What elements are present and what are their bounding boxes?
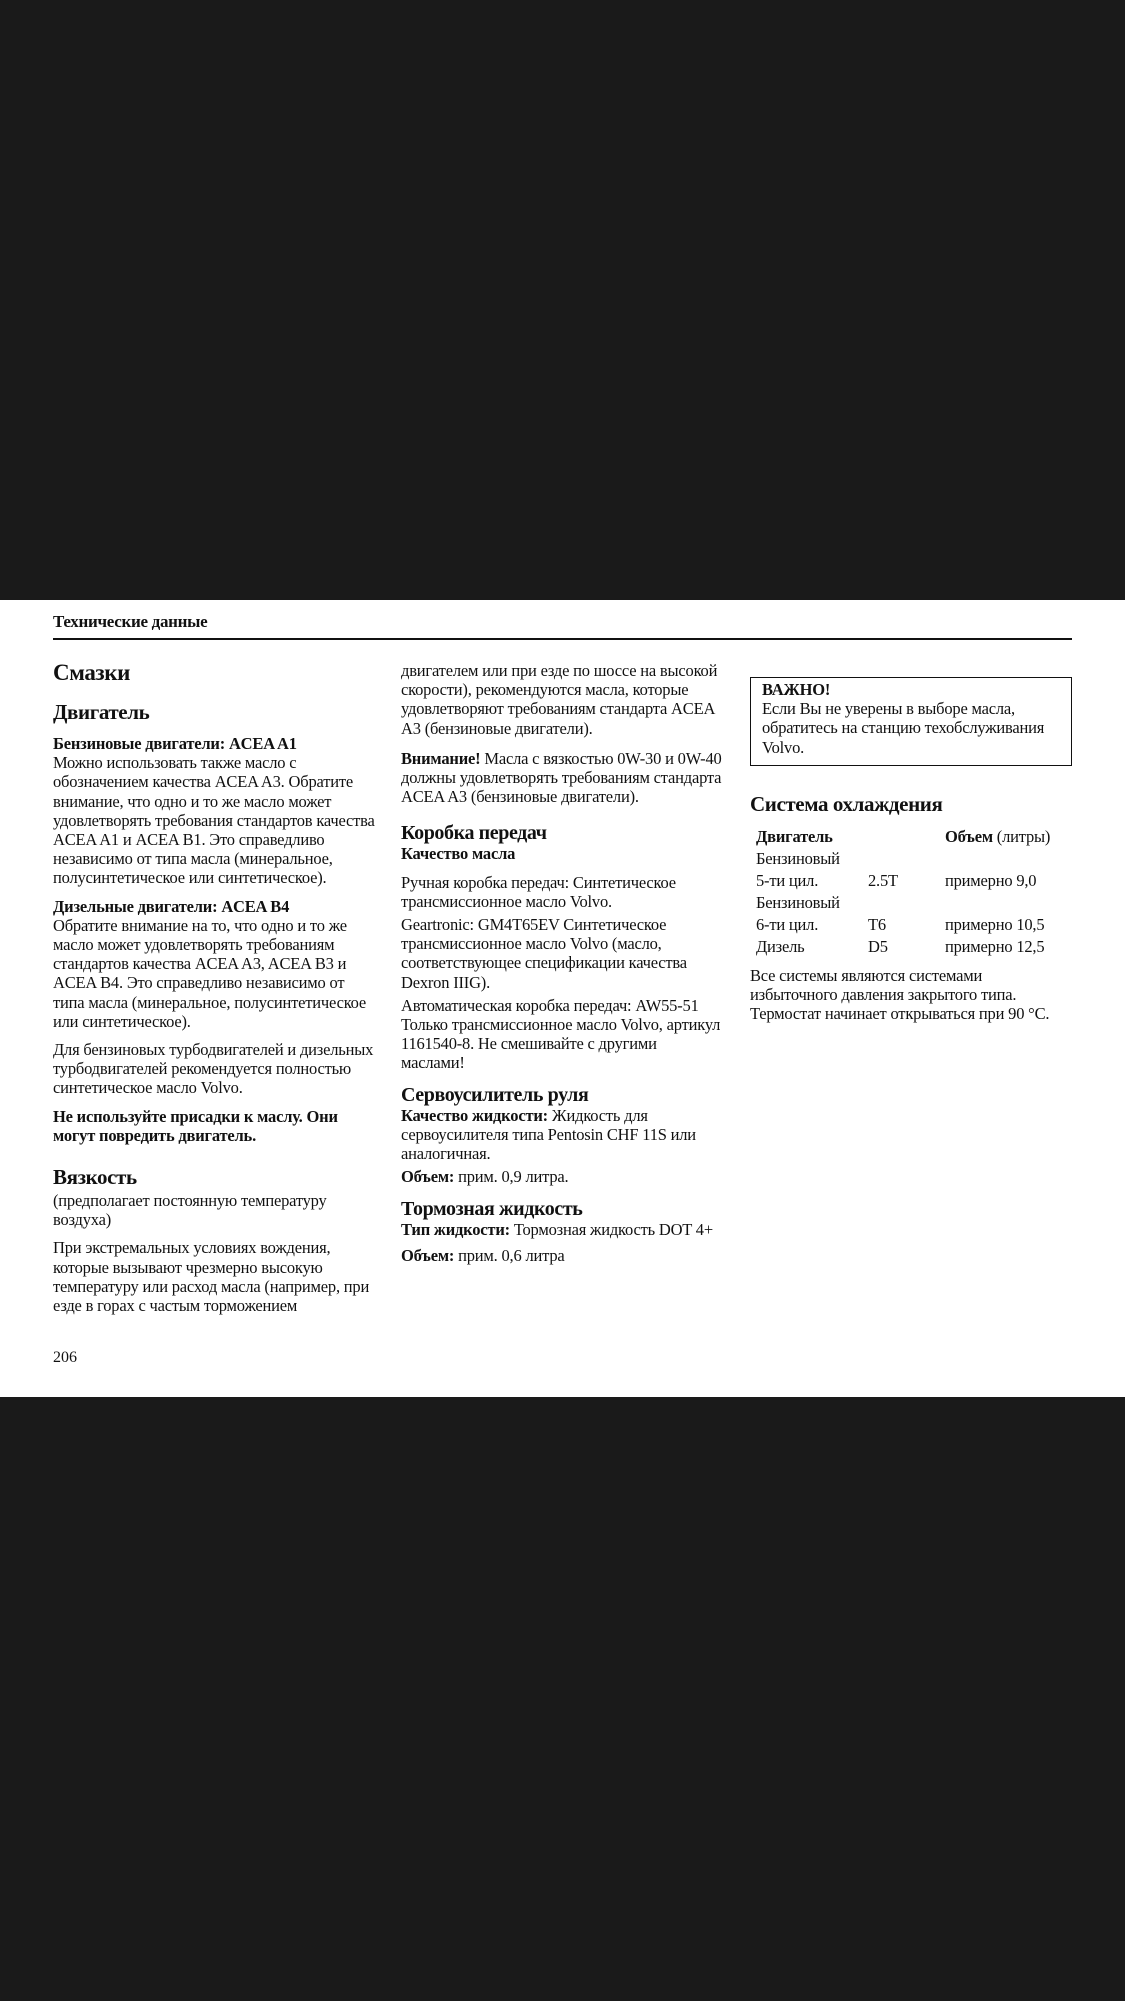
attention-paragraph (401, 749, 723, 807)
attention-text: Масла с вязкостью 0W-30 и 0W-40 должны удовлетворять требованиям стандарта ACEA A3 (бензиновые двигатели). (401, 748, 722, 807)
table-head-empty (862, 826, 939, 848)
fluid-type-text: Тормозная жидкость DOT 4+ (513, 1220, 713, 1240)
table-row (750, 914, 1056, 936)
cooling-table (750, 826, 1056, 958)
running-header: Технические данные (53, 612, 208, 631)
table-cell (939, 848, 1056, 870)
table-cell: 6-ти цил. (756, 914, 819, 934)
table-head-engine: Двигатель (756, 826, 833, 846)
petrol-engines-text: Можно использовать также масло с обозначением качества ACEA A3. Обратите внимание, что одно и то же масло может удовлетворять требования стандартов качества ACEA A1 и ACEA B1. Это справедливо независимо от типа масла (минеральное, полусинтетическое или синтетическое). (53, 753, 375, 888)
table-row (750, 936, 1056, 958)
geartronic-text: Geartronic: GM4T65EV Синтетическое трансмиссионное масло Volvo (масло, соответствующее спецификации качества Dexron IIIG). (401, 915, 687, 992)
automatic-gearbox-text: Автоматическая коробка передач: AW55-51 Только трансмиссионное масло Volvo, артикул 1161540-8. Не смешивайте с другими маслами! (401, 995, 721, 1073)
additives-warning: Не используйте присадки к маслу. Они могут повредить двигатель. (53, 1106, 338, 1145)
brake-volume-value: прим. 0,6 литра (458, 1245, 565, 1265)
table-cell: Бензиновый (756, 848, 840, 868)
fluid-quality-label: Качество жидкости: (401, 1105, 548, 1125)
brake-fluid-type (401, 1220, 723, 1239)
table-cell (939, 892, 1056, 914)
table-cell: примерно 10,5 (945, 914, 1045, 934)
oil-quality-heading: Качество масла (401, 844, 516, 864)
fluid-type-label: Тип жидкости: (401, 1220, 510, 1240)
steering-volume (401, 1167, 723, 1186)
column-3 (750, 660, 1072, 1032)
steering-fluid-quality (401, 1106, 723, 1164)
diesel-engines-label: Дизельные двигатели: ACEA B4 (53, 896, 290, 916)
table-cell: Бензиновый (756, 892, 840, 912)
important-box (750, 677, 1072, 766)
table-header-row (750, 826, 1056, 848)
volume-label: Объем: (401, 1167, 455, 1187)
diesel-engines-text: Обратите внимание на то, что одно и то же масло может удовлетворять требованиям стандартов качества ACEA A3, ACEA B3 и ACEA B4. Это справедливо независимо от типа масла (минеральное, полусинтетическое или синтетическое). (53, 915, 367, 1031)
brake-volume-label: Объем: (401, 1245, 455, 1265)
petrol-engines-label: Бензиновые двигатели: ACEA A1 (53, 734, 297, 753)
heading-gearbox: Коробка передач (401, 822, 547, 845)
table-row (750, 870, 1056, 892)
attention-label: Внимание! (401, 748, 481, 768)
important-title: ВАЖНО! (762, 680, 831, 699)
heading-power-steering: Сервоусилитель руля (401, 1083, 589, 1106)
continuation-text: двигателем или при езде по шоссе на высокой скорости), рекомендуются масла, которые удовлетворяют требованиям стандарта ACEA A3 (бензиновые двигатели). (401, 661, 718, 738)
table-cell: примерно 9,0 (945, 870, 1037, 890)
table-cell: T6 (868, 914, 886, 934)
fluid-quality-text: Жидкость для сервоусилителя типа Pentosin CHF 11S или аналогичная. (401, 1105, 696, 1164)
viscosity-note: (предполагает постоянную температуру воздуха) (53, 1191, 327, 1230)
heading-engine: Двигатель (53, 700, 150, 724)
table-cell (862, 892, 939, 914)
table-head-volume: Объем (литры) (945, 826, 1051, 846)
heading-cooling-system: Система охлаждения (750, 791, 943, 816)
column-2 (401, 661, 723, 1274)
turbo-recommendation: Для бензиновых турбодвигателей и дизельных турбодвигателей рекомендуется полностью синтетическое масло Volvo. (53, 1040, 374, 1098)
manual-page (0, 600, 1125, 1397)
important-text: Если Вы не уверены в выборе масла, обратитесь на станцию техобслуживания Volvo. (762, 699, 1045, 757)
section-title-lubricants: Смазки (53, 660, 130, 685)
table-row (750, 848, 1056, 870)
table-cell: 2.5T (868, 870, 898, 890)
table-cell: 5-ти цил. (756, 870, 819, 890)
page-number: 206 (53, 1349, 77, 1366)
column-1 (53, 660, 375, 1324)
manual-gearbox-text: Ручная коробка передач: Синтетическое трансмиссионное масло Volvo. (401, 872, 676, 911)
table-cell: D5 (868, 936, 888, 956)
header-rule (53, 638, 1072, 640)
systems-text: Все системы являются системами избыточного давления закрытого типа. (750, 965, 1017, 1005)
steering-volume-value: прим. 0,9 литра. (458, 1167, 569, 1187)
heading-viscosity: Вязкость (53, 1165, 137, 1190)
heading-brake-fluid: Тормозная жидкость (401, 1198, 583, 1221)
table-cell: Дизель (756, 936, 805, 956)
table-cell: примерно 12,5 (945, 936, 1045, 956)
table-cell (862, 848, 939, 870)
thermostat-text: Термостат начинает открываться при 90 °C. (750, 1004, 1050, 1024)
extreme-conditions-text: При экстремальных условиях вождения, которые вызывают чрезмерно высокую температуру или расход масла (например, при езде в горах с частым торможением (53, 1238, 370, 1316)
brake-volume (401, 1246, 723, 1265)
table-row (750, 892, 1056, 914)
